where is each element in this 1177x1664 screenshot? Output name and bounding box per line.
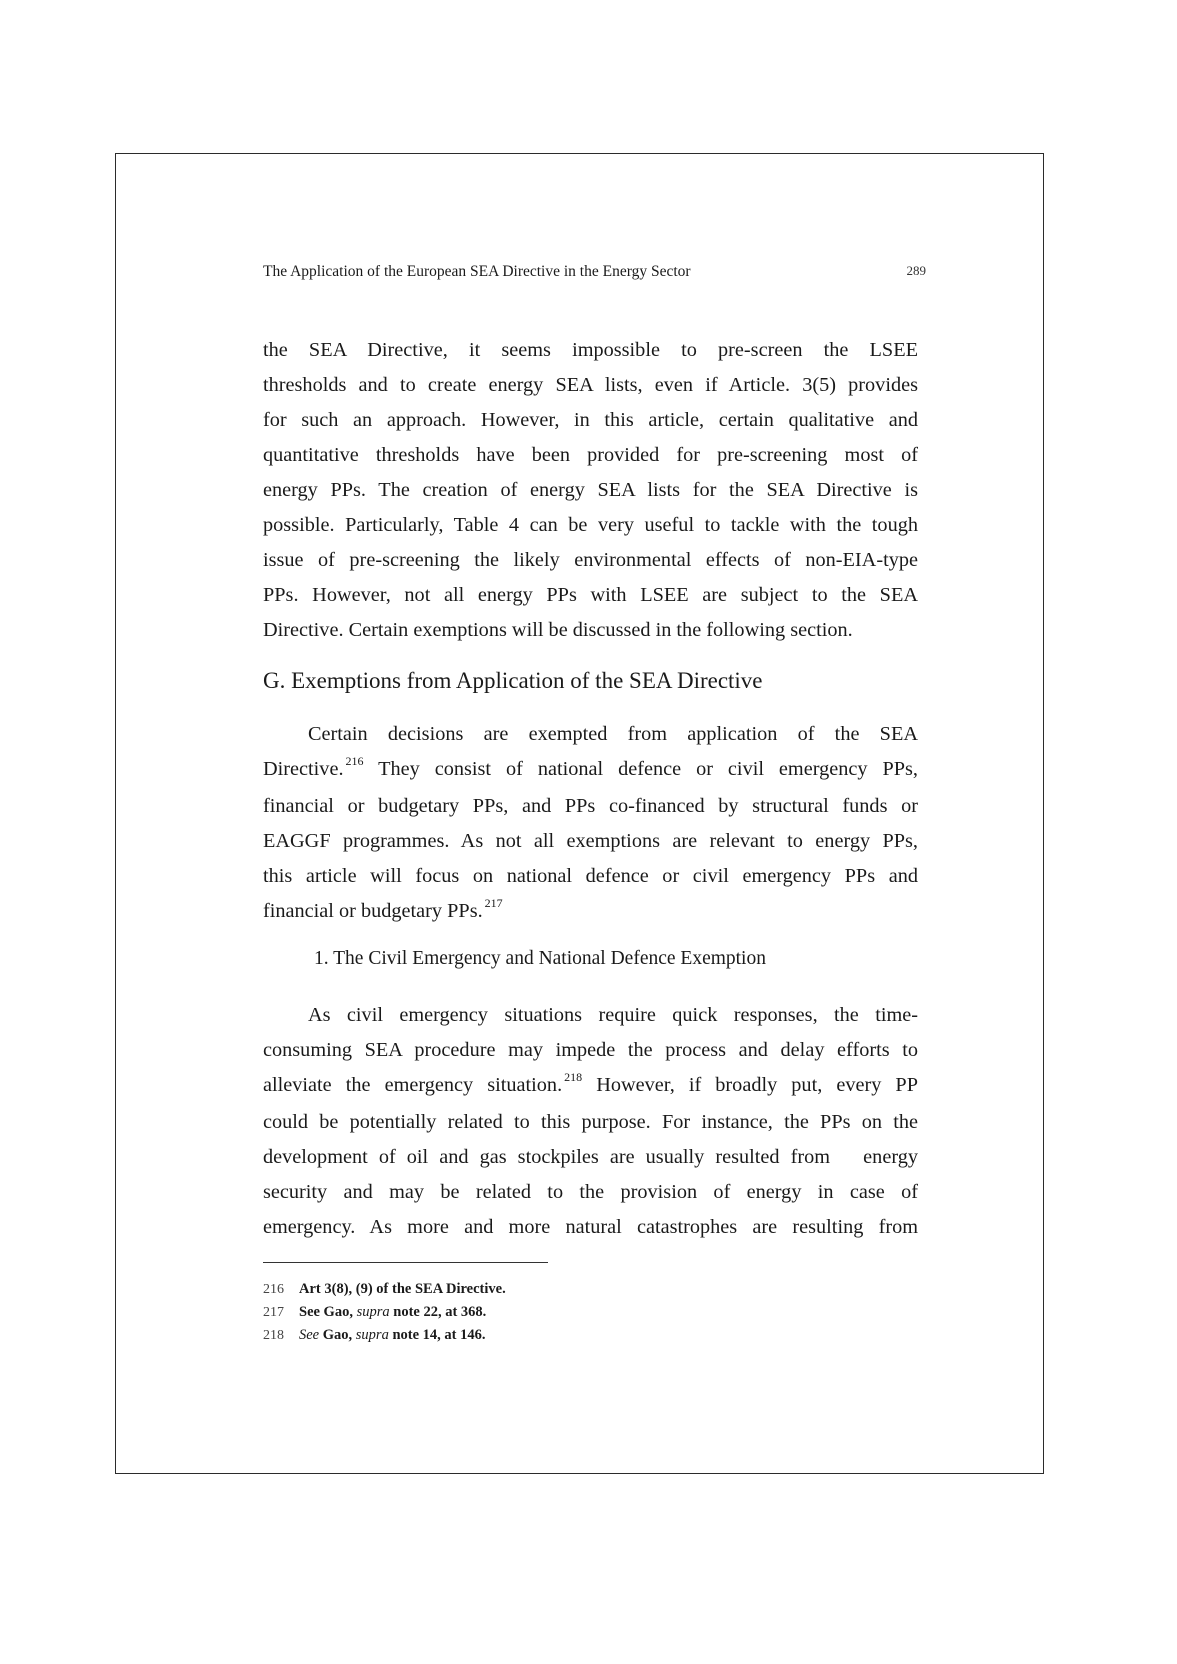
footnote-number: 217 [263, 1305, 284, 1320]
footnote-216 [263, 1278, 506, 1301]
body-line: PPs. However, not all energy PPs with LSEE are subject to the SEA [263, 584, 918, 606]
body-line [263, 752, 918, 789]
body-line [263, 894, 918, 931]
footnote-ref-216[interactable]: 216 [345, 754, 364, 768]
footnote-text [299, 1327, 486, 1343]
footnote-text-part: note 22, at 368. [389, 1304, 487, 1320]
body-line: development of oil and gas stockpiles are usually resulted from energy [263, 1146, 918, 1168]
body-line: EAGGF programmes. As not all exemptions are relevant to energy PPs, [263, 830, 918, 852]
body-line: security and may be related to the provision of energy in case of [263, 1181, 918, 1203]
section-heading-g: G. Exemptions from Application of the SEA Directive [263, 668, 763, 693]
body-line: As civil emergency situations require quick responses, the time- [308, 1004, 918, 1026]
footnote-217 [263, 1301, 506, 1324]
footnote-text-italic: supra [356, 1304, 390, 1320]
body-line: quantitative thresholds have been provided for pre-screening most of [263, 444, 918, 466]
paragraph-3 [263, 998, 918, 1245]
body-line: for such an approach. However, in this article, certain qualitative and [263, 409, 918, 431]
running-header [263, 263, 926, 285]
footnote-218 [263, 1324, 506, 1347]
body-line [263, 1068, 918, 1105]
body-text: alleviate the emergency situation. [263, 1074, 563, 1096]
body-line: could be potentially related to this purpose. For instance, the PPs on the [263, 1111, 918, 1133]
body-line: issue of pre-screening the likely environmental effects of non-EIA-type [263, 549, 918, 571]
paragraph-2 [263, 717, 918, 931]
footnote-text-part: Gao, [319, 1327, 356, 1343]
body-line: emergency. As more and more natural catastrophes are resulting from [263, 1216, 918, 1238]
body-text: However, if broadly put, every PP [596, 1074, 918, 1096]
footnote-separator [263, 1262, 548, 1263]
body-line: financial or budgetary PPs, and PPs co-financed by structural funds or [263, 795, 918, 817]
body-text: They consist of national defence or civil emergency PPs, [378, 758, 918, 780]
running-title: The Application of the European SEA Directive in the Energy Sector [263, 263, 691, 280]
footnote-text-part: Art 3(8), (9) of the SEA Directive. [299, 1281, 506, 1297]
page-number: 289 [906, 263, 926, 278]
footnote-text-part: See Gao, [299, 1304, 357, 1320]
body-line: energy PPs. The creation of energy SEA lists for the SEA Directive is [263, 479, 918, 501]
body-line: Certain decisions are exempted from application of the SEA [308, 723, 918, 745]
footnote-text-italic: supra [355, 1327, 389, 1343]
body-text: Directive. [263, 758, 344, 780]
footnote-number: 218 [263, 1328, 284, 1343]
body-line: the SEA Directive, it seems impossible to pre-screen the LSEE [263, 339, 918, 361]
body-line: consuming SEA procedure may impede the process and delay efforts to [263, 1039, 918, 1061]
footnote-text-part: note 14, at 146. [388, 1327, 486, 1343]
body-line: Directive. Certain exemptions will be discussed in the following section. [263, 619, 853, 641]
subsection-heading-1: 1. The Civil Emergency and National Defence Exemption [314, 948, 766, 969]
footnotes [263, 1278, 506, 1347]
paragraph-1 [263, 333, 918, 648]
footnote-text [299, 1281, 506, 1297]
body-line: thresholds and to create energy SEA lists, even if Article. 3(5) provides [263, 374, 918, 396]
footnote-text [299, 1304, 486, 1320]
footnote-number: 216 [263, 1282, 284, 1297]
footnote-ref-218[interactable]: 218 [564, 1070, 583, 1084]
body-line: possible. Particularly, Table 4 can be very useful to tackle with the tough [263, 514, 918, 536]
body-text: financial or budgetary PPs. [263, 900, 483, 922]
footnote-ref-217[interactable]: 217 [484, 896, 503, 910]
footnote-text-italic: See [299, 1327, 320, 1343]
body-line: this article will focus on national defence or civil emergency PPs and [263, 865, 918, 887]
